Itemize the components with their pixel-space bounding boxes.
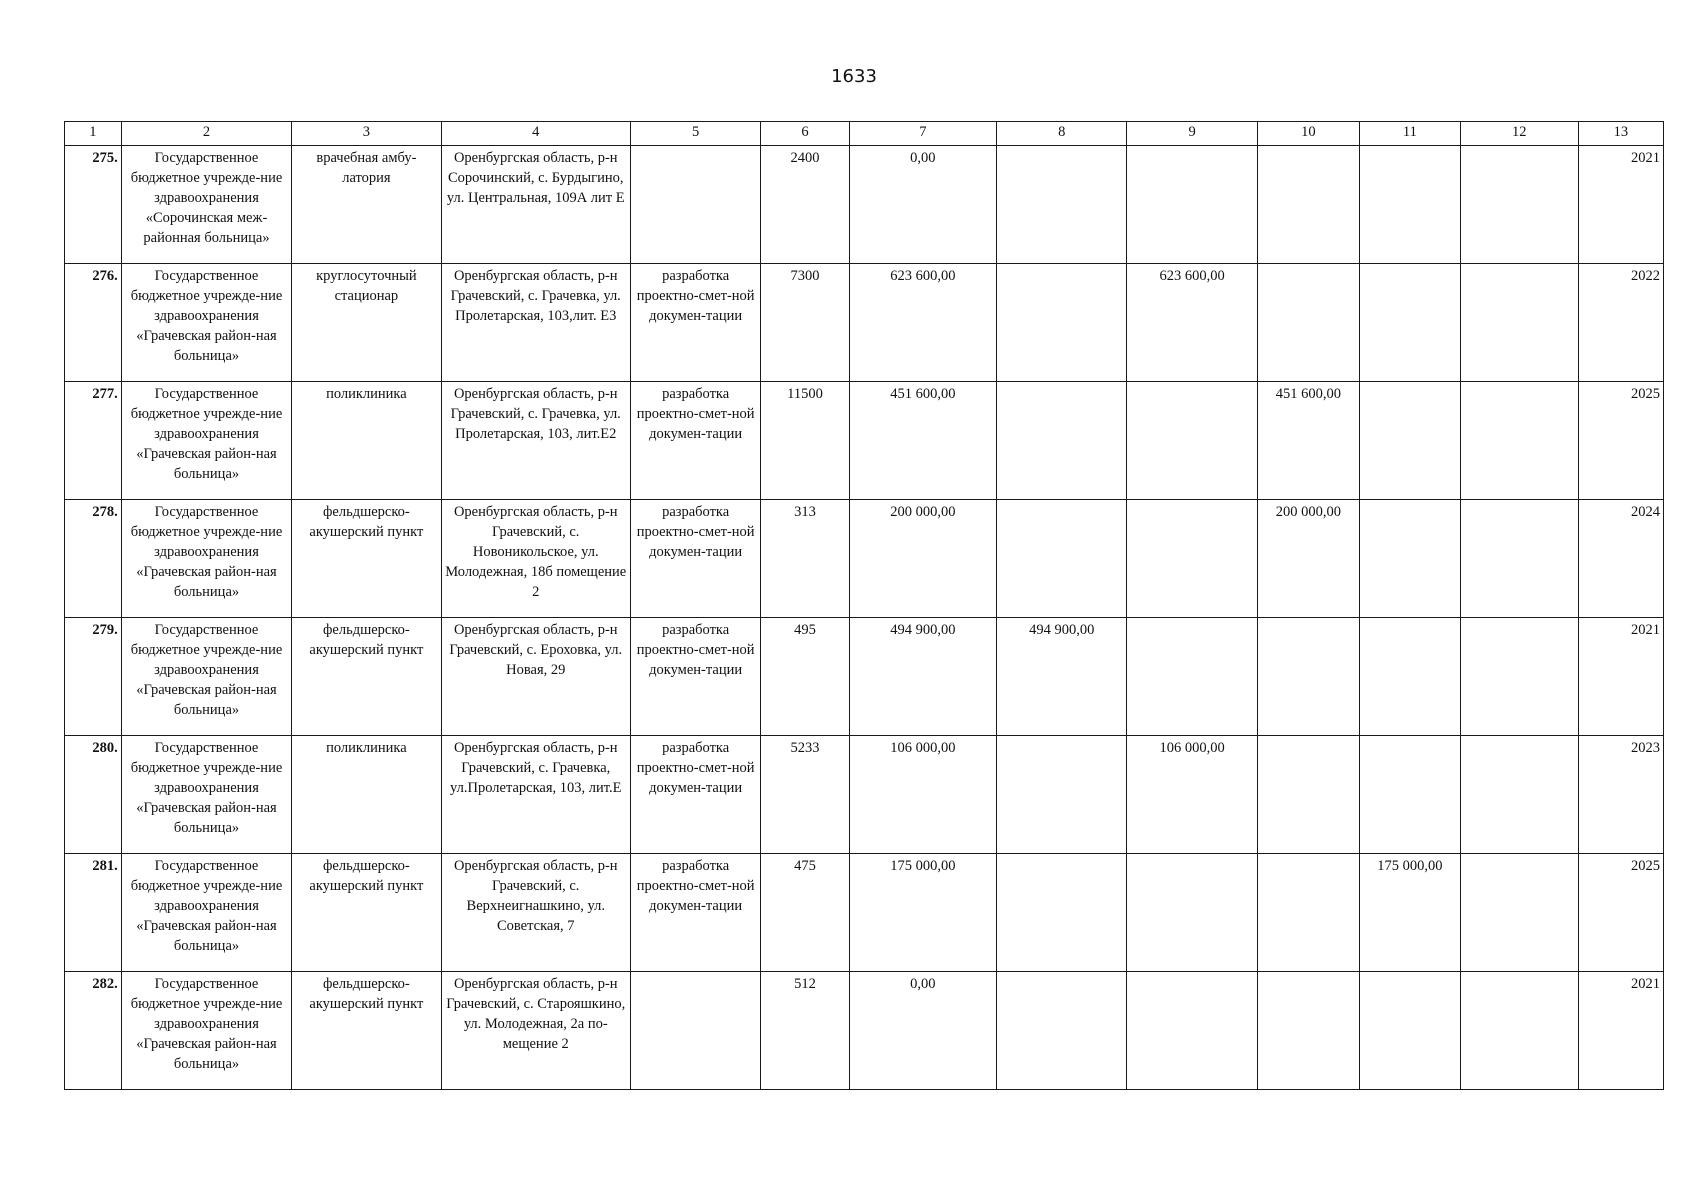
work-type-cell: разработка проектно-смет-ной докумен-тации bbox=[630, 264, 760, 382]
organization-cell: Государственное бюджетное учрежде-ние здравоохранения «Грачевская район-ная больница» bbox=[121, 382, 291, 500]
table-row bbox=[65, 736, 1664, 854]
address-cell: Оренбургская область, р-н Сорочинский, с. Бурдыгино, ул. Центральная, 109А лит Е bbox=[441, 146, 630, 264]
amount-col11-cell bbox=[1359, 264, 1460, 382]
year-cell: 2023 bbox=[1578, 736, 1663, 854]
amount-col10-cell bbox=[1257, 146, 1359, 264]
address-cell: Оренбургская область, р-н Грачевский, с. Верхнеигнашкино, ул. Советская, 7 bbox=[441, 854, 630, 972]
year-cell: 2022 bbox=[1578, 264, 1663, 382]
row-number: 279. bbox=[65, 618, 122, 736]
table-row bbox=[65, 972, 1664, 1090]
total-cost-cell: 200 000,00 bbox=[849, 500, 996, 618]
area-cell: 512 bbox=[761, 972, 849, 1090]
total-cost-cell: 623 600,00 bbox=[849, 264, 996, 382]
area-cell: 495 bbox=[761, 618, 849, 736]
organization-cell: Государственное бюджетное учрежде-ние здравоохранения «Грачевская район-ная больница» bbox=[121, 972, 291, 1090]
amount-col9-cell: 623 600,00 bbox=[1127, 264, 1257, 382]
address-cell: Оренбургская область, р-н Грачевский, с. Грачевка, ул. Пролетарская, 103,лит. Е3 bbox=[441, 264, 630, 382]
organization-cell: Государственное бюджетное учрежде-ние здравоохранения «Грачевская район-ная больница» bbox=[121, 264, 291, 382]
amount-col12-cell bbox=[1460, 264, 1578, 382]
amount-col8-cell bbox=[996, 264, 1126, 382]
amount-col8-cell bbox=[996, 854, 1126, 972]
header-row bbox=[65, 122, 1664, 146]
column-header: 11 bbox=[1359, 122, 1460, 146]
row-number: 276. bbox=[65, 264, 122, 382]
work-type-cell bbox=[630, 972, 760, 1090]
row-number: 281. bbox=[65, 854, 122, 972]
year-cell: 2025 bbox=[1578, 854, 1663, 972]
amount-col9-cell bbox=[1127, 146, 1257, 264]
amount-col8-cell bbox=[996, 500, 1126, 618]
work-type-cell: разработка проектно-смет-ной докумен-тации bbox=[630, 854, 760, 972]
year-cell: 2021 bbox=[1578, 972, 1663, 1090]
table-row bbox=[65, 618, 1664, 736]
amount-col10-cell bbox=[1257, 618, 1359, 736]
amount-col8-cell bbox=[996, 736, 1126, 854]
amount-col9-cell bbox=[1127, 618, 1257, 736]
organization-cell: Государственное бюджетное учрежде-ние здравоохранения «Грачевская район-ная больница» bbox=[121, 500, 291, 618]
year-cell: 2024 bbox=[1578, 500, 1663, 618]
facility-type-cell: фельдшерско-акушерский пункт bbox=[292, 500, 441, 618]
area-cell: 2400 bbox=[761, 146, 849, 264]
table-row bbox=[65, 500, 1664, 618]
work-type-cell: разработка проектно-смет-ной докумен-тации bbox=[630, 736, 760, 854]
amount-col10-cell bbox=[1257, 736, 1359, 854]
amount-col9-cell bbox=[1127, 854, 1257, 972]
amount-col11-cell bbox=[1359, 736, 1460, 854]
amount-col12-cell bbox=[1460, 618, 1578, 736]
organization-cell: Государственное бюджетное учрежде-ние здравоохранения «Сорочинская меж-районная больница» bbox=[121, 146, 291, 264]
organization-cell: Государственное бюджетное учрежде-ние здравоохранения «Грачевская район-ная больница» bbox=[121, 736, 291, 854]
amount-col11-cell: 175 000,00 bbox=[1359, 854, 1460, 972]
facility-type-cell: фельдшерско-акушерский пункт bbox=[292, 618, 441, 736]
amount-col10-cell: 200 000,00 bbox=[1257, 500, 1359, 618]
work-type-cell: разработка проектно-смет-ной докумен-тации bbox=[630, 618, 760, 736]
work-type-cell bbox=[630, 146, 760, 264]
amount-col9-cell: 106 000,00 bbox=[1127, 736, 1257, 854]
table-row bbox=[65, 146, 1664, 264]
facility-type-cell: фельдшерско-акушерский пункт bbox=[292, 972, 441, 1090]
column-header: 6 bbox=[761, 122, 849, 146]
address-cell: Оренбургская область, р-н Грачевский, с. Грачевка, ул. Пролетарская, 103, лит.Е2 bbox=[441, 382, 630, 500]
amount-col12-cell bbox=[1460, 972, 1578, 1090]
amount-col8-cell bbox=[996, 972, 1126, 1090]
column-header: 2 bbox=[121, 122, 291, 146]
column-header: 5 bbox=[630, 122, 760, 146]
row-number: 278. bbox=[65, 500, 122, 618]
amount-col11-cell bbox=[1359, 146, 1460, 264]
amount-col11-cell bbox=[1359, 972, 1460, 1090]
table-row bbox=[65, 264, 1664, 382]
table-row bbox=[65, 382, 1664, 500]
facility-type-cell: фельдшерско-акушерский пункт bbox=[292, 854, 441, 972]
total-cost-cell: 106 000,00 bbox=[849, 736, 996, 854]
address-cell: Оренбургская область, р-н Грачевский, с. Старояшкино, ул. Молодежная, 2а по-мещение 2 bbox=[441, 972, 630, 1090]
work-type-cell: разработка проектно-смет-ной докумен-тации bbox=[630, 500, 760, 618]
area-cell: 313 bbox=[761, 500, 849, 618]
column-header: 8 bbox=[996, 122, 1126, 146]
column-header: 3 bbox=[292, 122, 441, 146]
amount-col12-cell bbox=[1460, 500, 1578, 618]
total-cost-cell: 494 900,00 bbox=[849, 618, 996, 736]
organization-cell: Государственное бюджетное учрежде-ние здравоохранения «Грачевская район-ная больница» bbox=[121, 618, 291, 736]
facility-type-cell: круглосуточный стационар bbox=[292, 264, 441, 382]
address-cell: Оренбургская область, р-н Грачевский, с. Грачевка, ул.Пролетарская, 103, лит.Е bbox=[441, 736, 630, 854]
amount-col12-cell bbox=[1460, 854, 1578, 972]
column-header: 1 bbox=[65, 122, 122, 146]
amount-col11-cell bbox=[1359, 618, 1460, 736]
address-cell: Оренбургская область, р-н Грачевский, с. Новоникольское, ул. Молодежная, 18б помещение 2 bbox=[441, 500, 630, 618]
address-cell: Оренбургская область, р-н Грачевский, с. Ероховка, ул. Новая, 29 bbox=[441, 618, 630, 736]
column-header: 4 bbox=[441, 122, 630, 146]
registry-table bbox=[64, 121, 1664, 1090]
facility-type-cell: поликлиника bbox=[292, 736, 441, 854]
total-cost-cell: 0,00 bbox=[849, 972, 996, 1090]
facility-type-cell: поликлиника bbox=[292, 382, 441, 500]
amount-col11-cell bbox=[1359, 382, 1460, 500]
amount-col10-cell bbox=[1257, 854, 1359, 972]
amount-col9-cell bbox=[1127, 382, 1257, 500]
amount-col12-cell bbox=[1460, 736, 1578, 854]
organization-cell: Государственное бюджетное учрежде-ние здравоохранения «Грачевская район-ная больница» bbox=[121, 854, 291, 972]
row-number: 277. bbox=[65, 382, 122, 500]
amount-col10-cell bbox=[1257, 264, 1359, 382]
row-number: 280. bbox=[65, 736, 122, 854]
column-header: 13 bbox=[1578, 122, 1663, 146]
amount-col9-cell bbox=[1127, 972, 1257, 1090]
table-row bbox=[65, 854, 1664, 972]
area-cell: 7300 bbox=[761, 264, 849, 382]
year-cell: 2025 bbox=[1578, 382, 1663, 500]
amount-col9-cell bbox=[1127, 500, 1257, 618]
total-cost-cell: 175 000,00 bbox=[849, 854, 996, 972]
amount-col10-cell bbox=[1257, 972, 1359, 1090]
amount-col8-cell bbox=[996, 146, 1126, 264]
total-cost-cell: 0,00 bbox=[849, 146, 996, 264]
column-header: 12 bbox=[1460, 122, 1578, 146]
area-cell: 11500 bbox=[761, 382, 849, 500]
column-header: 9 bbox=[1127, 122, 1257, 146]
work-type-cell: разработка проектно-смет-ной докумен-тации bbox=[630, 382, 760, 500]
year-cell: 2021 bbox=[1578, 618, 1663, 736]
page-number: 1633 bbox=[831, 66, 877, 87]
amount-col12-cell bbox=[1460, 382, 1578, 500]
row-number: 275. bbox=[65, 146, 122, 264]
facility-type-cell: врачебная амбу-латория bbox=[292, 146, 441, 264]
area-cell: 475 bbox=[761, 854, 849, 972]
column-header: 7 bbox=[849, 122, 996, 146]
row-number: 282. bbox=[65, 972, 122, 1090]
amount-col8-cell: 494 900,00 bbox=[996, 618, 1126, 736]
area-cell: 5233 bbox=[761, 736, 849, 854]
total-cost-cell: 451 600,00 bbox=[849, 382, 996, 500]
amount-col12-cell bbox=[1460, 146, 1578, 264]
amount-col8-cell bbox=[996, 382, 1126, 500]
column-header: 10 bbox=[1257, 122, 1359, 146]
amount-col11-cell bbox=[1359, 500, 1460, 618]
amount-col10-cell: 451 600,00 bbox=[1257, 382, 1359, 500]
year-cell: 2021 bbox=[1578, 146, 1663, 264]
